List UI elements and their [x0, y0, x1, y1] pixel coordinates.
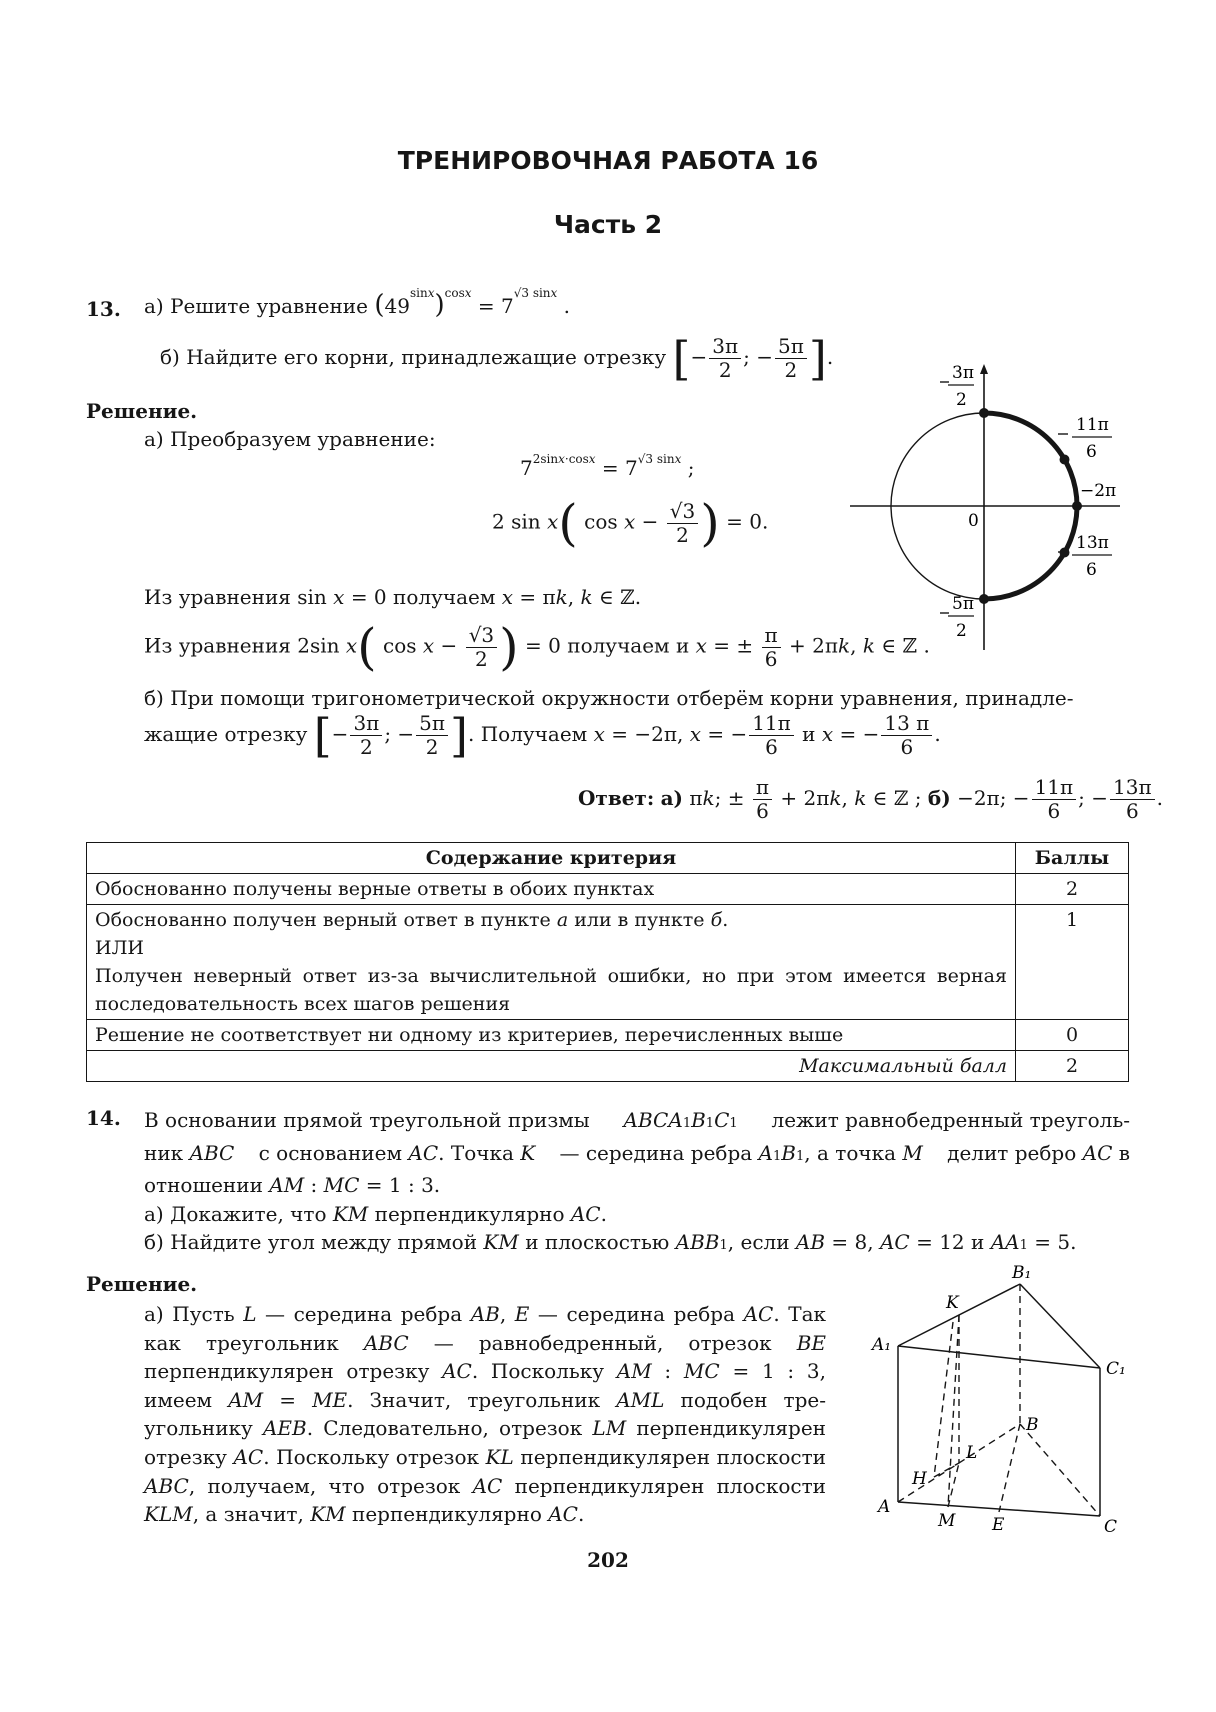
criteria-header-row [87, 843, 1129, 874]
criteria-table [86, 842, 1129, 1082]
label-11pi-den: 6 [1086, 442, 1097, 462]
segment-h-l [934, 1463, 959, 1477]
page-number: 202 [587, 1548, 629, 1572]
label-13pi: 13π [1076, 533, 1109, 553]
problem-13-number: 13. [86, 297, 121, 321]
solution-14-text: а) Пусть L — середина ребра AB, E — середина ребра AC. Так как треугольник ABC — равнобедренный, отрезок BE перпендикулярен отрезку AC. Поскольку AM : MC = 1 : 3, имеем AM = ME. Значит, треугольник AML подобен треугольнику AEB. Следовательно, отрезок LM перпендикулярен отрезку AC. Поскольку отрезок KL перпендикулярен плоскости ABC, получаем, что отрезок AC перпендикулярен плоскости KLM, а значит, KM перпендикулярно AC. [144, 1302, 827, 1527]
label-B: B [1026, 1415, 1039, 1435]
part-b-solution-line-1: б) При помощи тригонометрической окружности отберём корни уравнения, принадле- [144, 686, 1074, 710]
point-minus-2pi [1072, 501, 1082, 511]
label-C1: C₁ [1106, 1359, 1126, 1379]
label-B1: B₁ [1012, 1263, 1032, 1283]
answer-13: Ответ: а) πk; ± $\frac{\pi}{6}$ + 2πk, k ∈ ℤ ; б) −2π; − $\frac{11\pi}{6}$ ; − $\frac{13\pi}{6}$ . [578, 775, 1163, 823]
segment-k-h [934, 1322, 953, 1477]
y-axis-arrow [980, 364, 988, 374]
label-13pi-den: 6 [1086, 560, 1097, 580]
part-b-solution-line-2: жащие отрезку [− $\frac{3\pi}{2}$ ; − $\frac{5\pi}{2}$ ]. Получаем x = −2π, x = − $\frac{11\pi}{6}$ и x = − $\frac{13 \pi}{6}$ . [144, 708, 941, 763]
label-3pi-den: 2 [956, 390, 967, 410]
from-cos-line: Из уравнения 2sin x( cos x − $\frac{√3}{2}$ ) = 0 получаем и x = ± $\frac{\pi}{6}$ + 2πk, k ∈ ℤ . [144, 618, 930, 676]
edge-b-c [1020, 1424, 1100, 1516]
problem-14-number: 14. [86, 1106, 121, 1130]
label-origin: 0 [968, 511, 979, 531]
criteria-max-row: Максимальный балл 2 [87, 1051, 1129, 1082]
label-M: M [938, 1511, 956, 1531]
label-5pi: 5π [952, 594, 974, 614]
label-E: E [992, 1515, 1005, 1535]
solution-13-step-a: а) Преобразуем уравнение: [144, 427, 436, 451]
segment-b-e [999, 1424, 1020, 1512]
label-11pi: 11π [1076, 415, 1109, 435]
problem-14-statement: В основании прямой треугольной призмы ABCA1B1C1 лежит равнобедренный треуголь- ник ABC с основанием AC. Точка K — середина ребра A1B1, а точка M делит ребро AC в отношении AM : MC = 1 : 3. а) Докажите, что KM перпендикулярно AC. б) Найдите угол между прямой KM и плоскостью ABB1, если AB = 8, AC = 12 и AA1 = 5. [144, 1108, 1130, 1255]
page-subtitle: Часть 2 [553, 210, 663, 239]
criteria-header-content: Содержание критерия [87, 843, 1016, 874]
label-3pi: 3π [952, 363, 974, 383]
from-sin-line: Из уравнения sin x = 0 получаем x = πk, k ∈ ℤ. [144, 585, 642, 609]
edge-a1-c1 [898, 1346, 1100, 1368]
trig-circle-diagram [840, 360, 1130, 660]
page-title: ТРЕНИРОВОЧНАЯ РАБОТА 16 [397, 146, 819, 175]
label-C: C [1104, 1517, 1118, 1537]
table-row: Обоснованно получен верный ответ в пункте а или в пункте б. ИЛИ Получен неверный ответ из-за вычислительной ошибки, но при этом имеется верная последовательность всех шагов решения 1 [87, 905, 1129, 1020]
point-minus-11pi-6 [1060, 455, 1070, 465]
edge-b1-c1 [1020, 1284, 1100, 1368]
point-minus-5pi-2 [979, 594, 989, 604]
prism-diagram [868, 1262, 1138, 1542]
solution-14-label: Решение. [86, 1272, 198, 1296]
label-A1: A₁ [872, 1335, 892, 1355]
label-K: K [946, 1293, 959, 1313]
equation-transformed: $7^{2sinx\cdot cosx} = 7^{√3 sinx}$ ; [520, 452, 695, 480]
table-row: Обоснованно получены верные ответы в обоих пунктах 2 [87, 874, 1129, 905]
label-5pi-den: 2 [956, 621, 967, 641]
label-A: A [878, 1497, 891, 1517]
table-row: Решение не соответствует ни одному из критериев, перечисленных выше 0 [87, 1020, 1129, 1051]
problem-13-part-b: б) Найдите его корни, принадлежащие отрезку [− $\frac{3\pi}{2}$ ; − $\frac{5\pi}{2}$ ]. [160, 331, 834, 386]
solution-13-label: Решение. [86, 399, 198, 423]
point-minus-3pi-2 [979, 408, 989, 418]
label-H: H [912, 1469, 927, 1489]
criteria-header-points: Баллы [1016, 843, 1129, 874]
label-L: L [966, 1443, 978, 1463]
equation-factored: 2 sin x( cos x − $\frac{√3}{2}$ ) = 0. [492, 494, 769, 552]
problem-13-part-a: а) Решите уравнение $(49^{sinx})^{cosx} = 7^{√3 sinx}$ . [144, 286, 571, 320]
segment-k-m [948, 1315, 959, 1507]
label-minus-2pi: −2π [1080, 481, 1117, 501]
